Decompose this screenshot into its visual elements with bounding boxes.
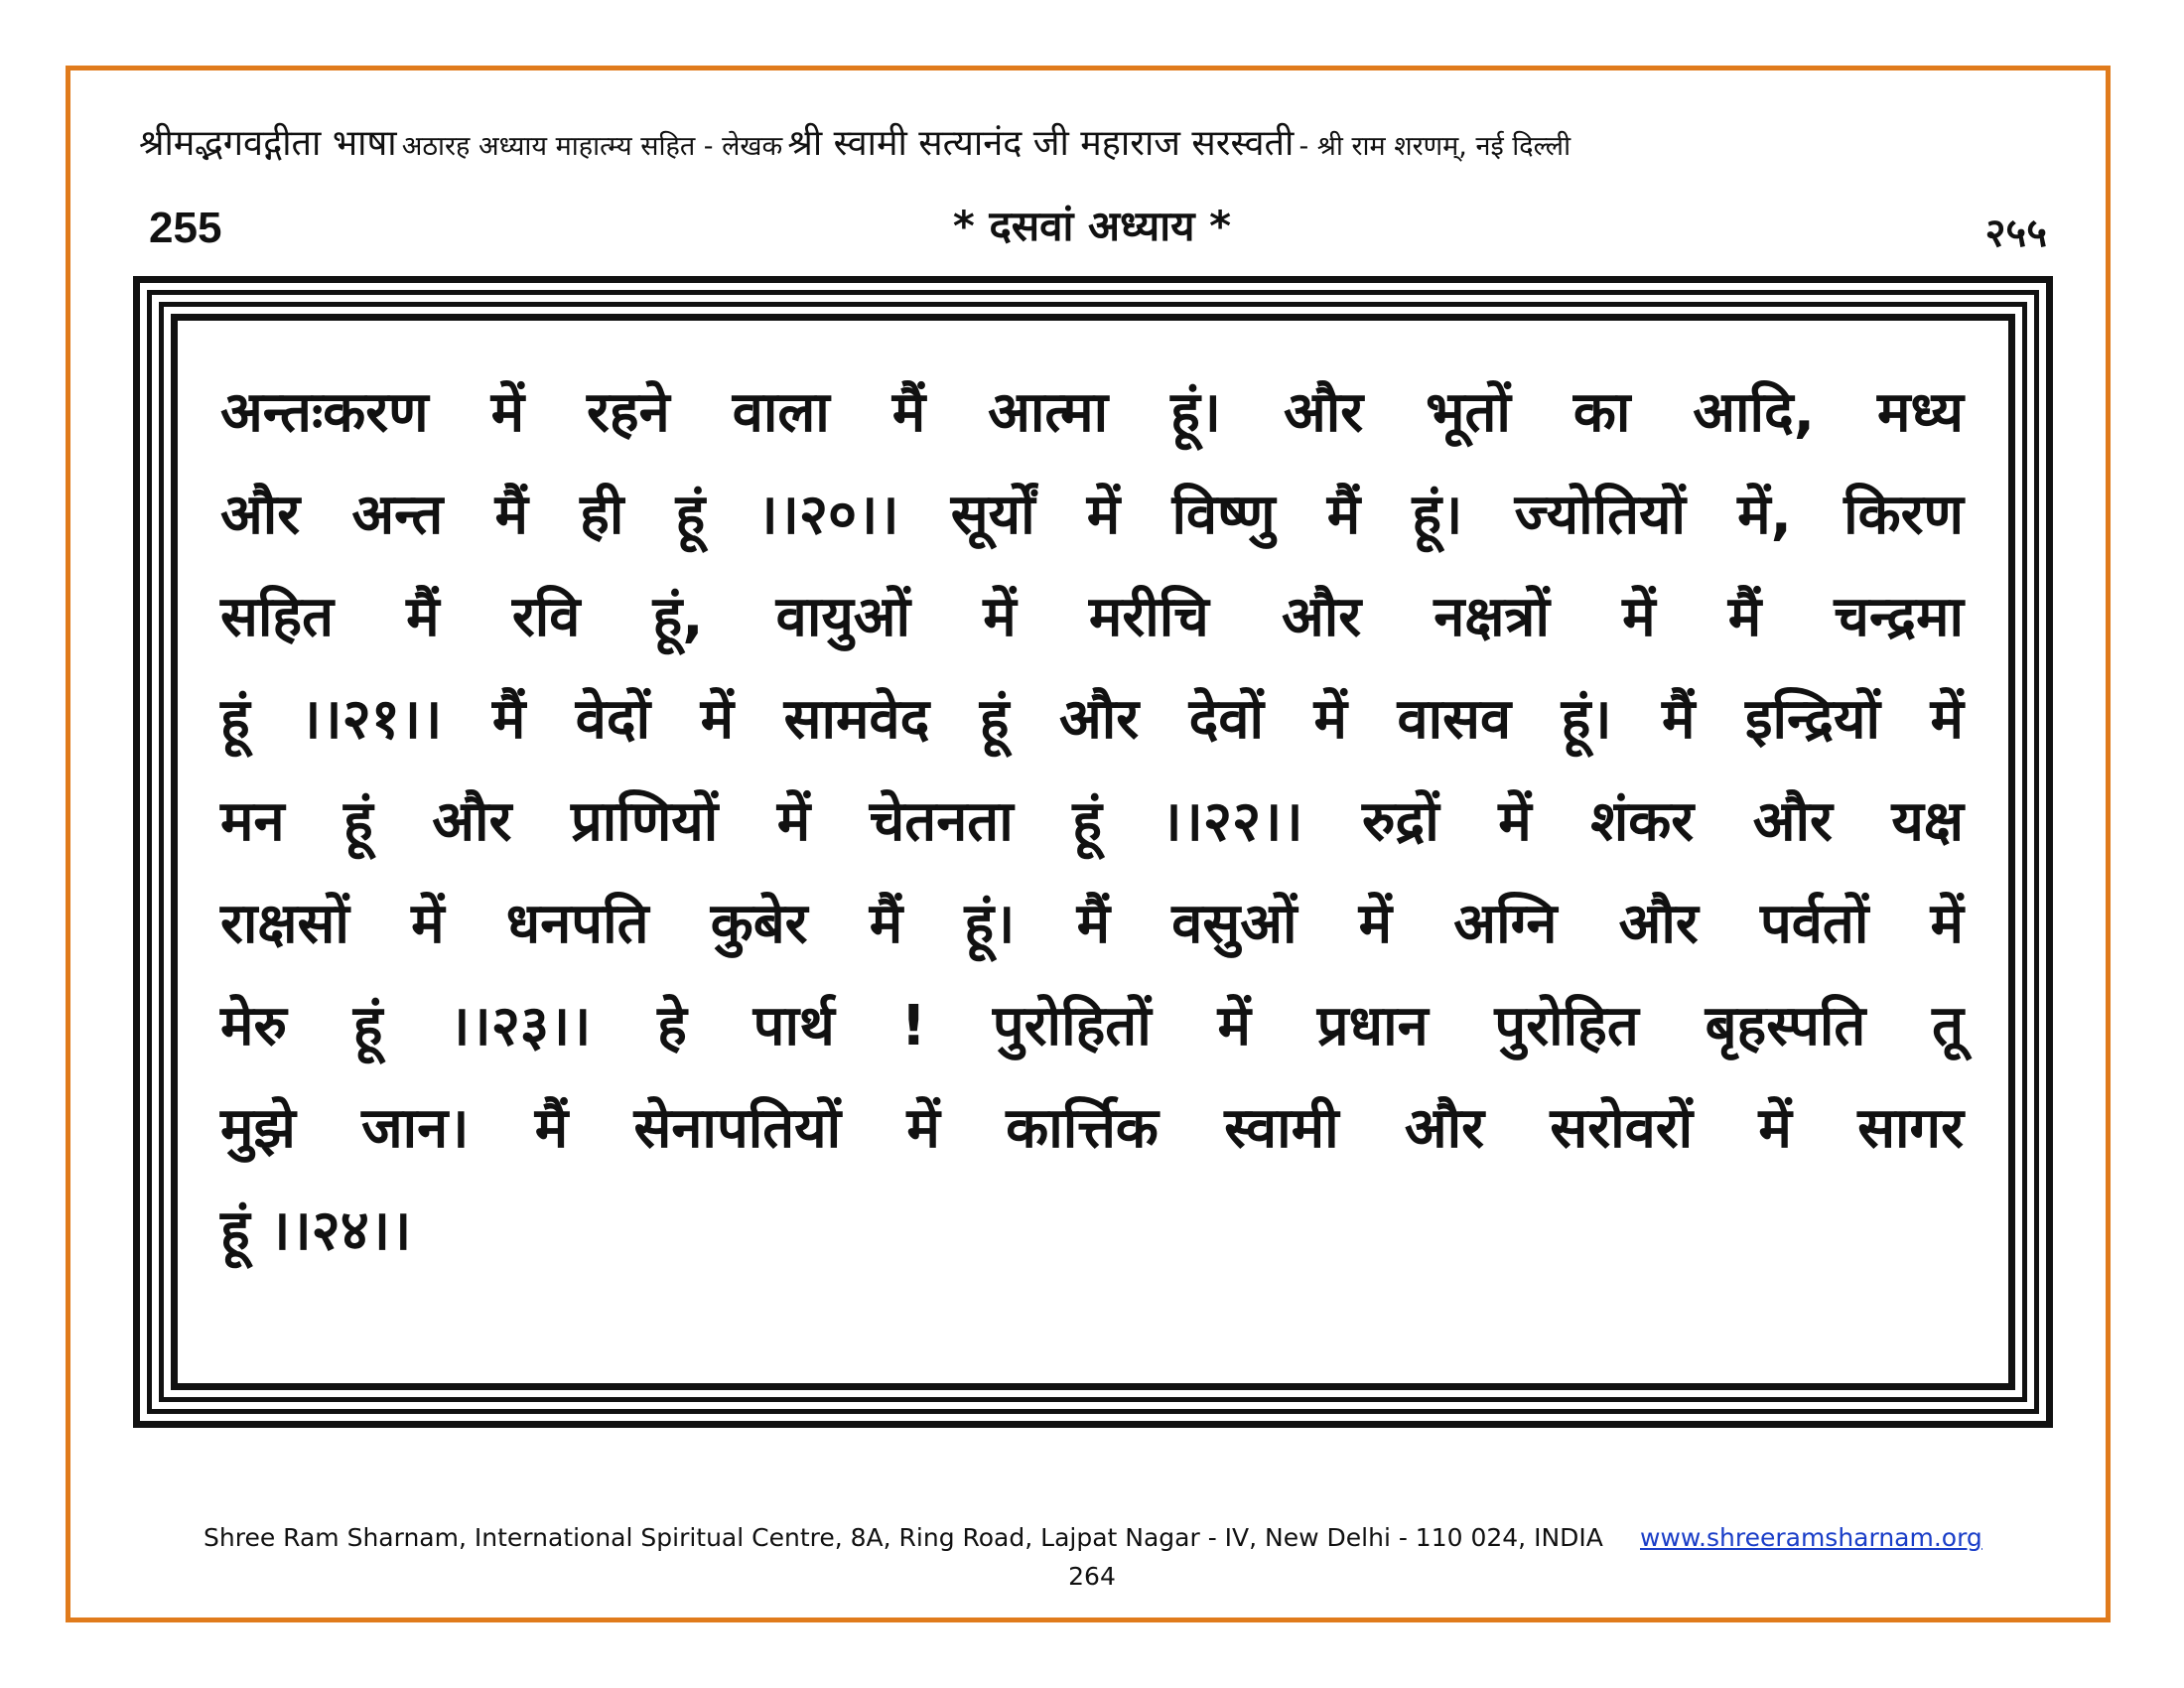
header-subtitle: अठारह अध्याय माहात्म्य सहित - लेखक bbox=[401, 131, 783, 162]
text-line: हूं ।।२१।। मैं वेदों में सामवेद हूं और देवों में वासव हूं। मैं इन्द्रियों में bbox=[220, 687, 1964, 752]
page-number-right: २५५ bbox=[1984, 211, 2047, 256]
running-header bbox=[139, 117, 2065, 166]
header-publisher: - श्री राम शरणम्, नई दिल्ली bbox=[1298, 131, 1571, 162]
header-author: श्री स्वामी सत्यानंद जी महाराज सरस्वती bbox=[787, 123, 1295, 164]
text-line: मेरु हूं ।।२३।। हे पार्थ ! पुरोहितों में प्रधान पुरोहित बृहस्पति तू bbox=[220, 994, 1964, 1058]
text-line: हूं ।।२४।। bbox=[220, 1198, 412, 1263]
text-line: राक्षसों में धनपति कुबेर मैं हूं। मैं वसुओं में अग्नि और पर्वतों में bbox=[220, 892, 1964, 956]
text-line: मुझे जान। मैं सेनापतियों में कार्त्तिक स्वामी और सरोवरों में सागर bbox=[220, 1096, 1964, 1161]
footer-page-number: 264 bbox=[1068, 1562, 1116, 1591]
page-number-left: 255 bbox=[149, 204, 222, 252]
chapter-title: * दसवां अध्याय * bbox=[952, 202, 1232, 250]
text-line: मन हूं और प्राणियों में चेतनता हूं ।।२२।। रुद्रों में शंकर और यक्ष bbox=[220, 789, 1964, 854]
footer-address: Shree Ram Sharnam, International Spiritual Centre, 8A, Ring Road, Lajpat Nagar - IV, New Delhi - 110 024, INDIA bbox=[204, 1523, 1603, 1552]
website-link[interactable]: www.shreeramsharnam.org bbox=[1640, 1523, 1982, 1552]
verse-text-block bbox=[220, 361, 1964, 1282]
text-line: अन्तःकरण में रहने वाला मैं आत्मा हूं। और भूतों का आदि, मध्य bbox=[220, 380, 1964, 445]
book-title: श्रीमद्भगवद्गीता भाषा bbox=[139, 123, 397, 164]
text-line: सहित मैं रवि हूं, वायुओं में मरीचि और नक्षत्रों में मैं चन्द्रमा bbox=[220, 585, 1964, 649]
text-line: और अन्त मैं ही हूं ।।२०।। सूर्यों में विष्णु मैं हूं। ज्योतियों में, किरण bbox=[220, 483, 1964, 547]
